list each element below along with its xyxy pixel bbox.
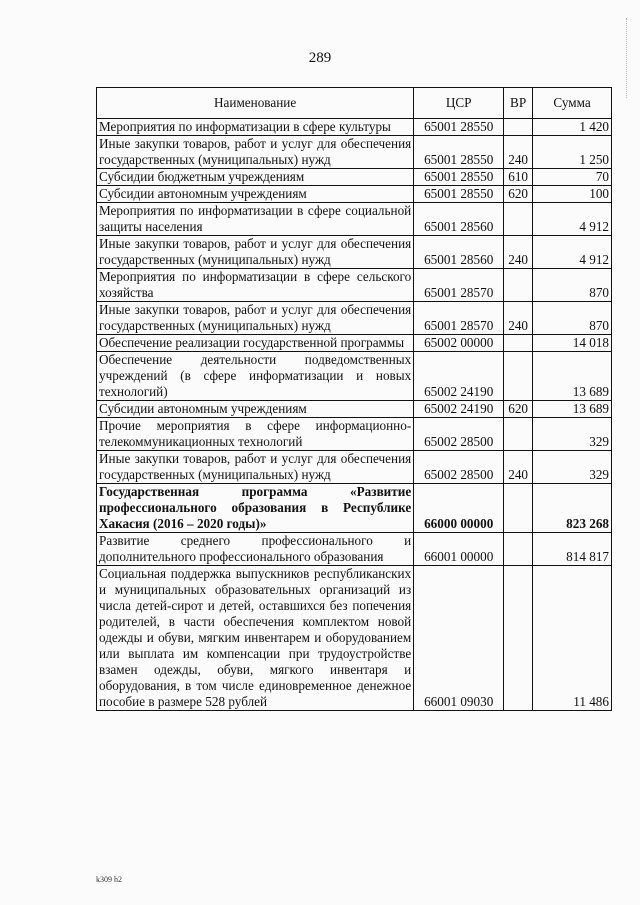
cell-name: Прочие мероприятия в сфере информационно-телекоммуникационных технологий [97,418,414,451]
cell-vr [504,418,533,451]
cell-sum: 814 817 [533,533,612,566]
table-row [97,269,612,302]
cell-vr [504,335,533,352]
table-row [97,186,612,203]
table-row [97,302,612,335]
table-row [97,136,612,169]
cell-name: Мероприятия по информатизации в сфере социальной защиты населения [97,203,414,236]
cell-name: Субсидии бюджетным учреждениям [97,169,414,186]
header-vr: ВР [504,88,533,119]
table-row [97,236,612,269]
header-name: Наименование [97,88,414,119]
cell-vr: 610 [504,169,533,186]
cell-vr: 240 [504,451,533,484]
cell-csr: 65002 00000 [414,335,504,352]
header-csr: ЦСР [414,88,504,119]
cell-csr: 65002 24190 [414,352,504,401]
table-row [97,119,612,136]
cell-name: Иные закупки товаров, работ и услуг для обеспечения государственных (муниципальных) нужд [97,236,414,269]
table-header-row [97,88,612,119]
cell-name: Иные закупки товаров, работ и услуг для обеспечения государственных (муниципальных) нужд [97,302,414,335]
cell-vr [504,119,533,136]
cell-name: Иные закупки товаров, работ и услуг для обеспечения государственных (муниципальных) нужд [97,136,414,169]
cell-name: Развитие среднего профессионального и дополнительного профессионального образования [97,533,414,566]
table-row [97,335,612,352]
cell-name: Государственная программа «Развитие профессионального образования в Республике Хакасия (2016 – 2020 годы)» [97,484,414,533]
cell-sum: 329 [533,418,612,451]
table-row [97,169,612,186]
cell-csr: 65001 28560 [414,236,504,269]
cell-sum: 14 018 [533,335,612,352]
cell-csr: 65001 28550 [414,186,504,203]
header-sum: Сумма [533,88,612,119]
cell-csr: 65001 28550 [414,169,504,186]
cell-name: Обеспечение деятельности подведомственных учреждений (в сфере информатизации и новых технологий) [97,352,414,401]
cell-csr: 65002 28500 [414,451,504,484]
table-row [97,352,612,401]
cell-name: Мероприятия по информатизации в сфере культуры [97,119,414,136]
cell-sum: 870 [533,269,612,302]
cell-csr: 65001 28570 [414,302,504,335]
cell-sum: 11 486 [533,566,612,711]
cell-csr: 65001 28570 [414,269,504,302]
cell-name: Социальная поддержка выпускников республиканских и муниципальных образовательных организаций из числа детей-сирот и детей, оставшихся без попечения родителей, в части обеспечения комплектом новой одежды и обуви, мягким инвентарем и оборудованием или выплата им компенсации при трудоустройстве взамен одежды, обуви, мягкого инвентаря и оборудования, в том числе единовременное денежное пособие в размере 528 рублей [97,566,414,711]
cell-sum: 13 689 [533,401,612,418]
cell-vr: 240 [504,236,533,269]
cell-csr: 66001 09030 [414,566,504,711]
table-row [97,566,612,711]
cell-vr: 620 [504,186,533,203]
cell-sum: 1 420 [533,119,612,136]
cell-name: Иные закупки товаров, работ и услуг для обеспечения государственных (муниципальных) нужд [97,451,414,484]
cell-sum: 1 250 [533,136,612,169]
table-row [97,451,612,484]
cell-sum: 329 [533,451,612,484]
cell-csr: 66000 00000 [414,484,504,533]
table-row [97,484,612,533]
cell-sum: 4 912 [533,236,612,269]
cell-name: Субсидии автономным учреждениям [97,401,414,418]
budget-table [96,87,612,711]
cell-sum: 13 689 [533,352,612,401]
cell-vr: 620 [504,401,533,418]
footer-code: k309 h2 [96,875,122,884]
table-row [97,533,612,566]
page-number: 289 [308,50,332,66]
cell-vr [504,269,533,302]
table-row [97,203,612,236]
table-row [97,418,612,451]
cell-sum: 70 [533,169,612,186]
cell-vr: 240 [504,136,533,169]
cell-csr: 65002 24190 [414,401,504,418]
cell-csr: 66001 00000 [414,533,504,566]
cell-vr [504,203,533,236]
cell-vr [504,533,533,566]
cell-vr: 240 [504,302,533,335]
cell-name: Мероприятия по информатизации в сфере сельского хозяйства [97,269,414,302]
cell-name: Субсидии автономным учреждениям [97,186,414,203]
table-row [97,401,612,418]
cell-sum: 100 [533,186,612,203]
cell-csr: 65001 28560 [414,203,504,236]
cell-name: Обеспечение реализации государственной программы [97,335,414,352]
cell-csr: 65001 28550 [414,136,504,169]
cell-csr: 65001 28550 [414,119,504,136]
cell-vr [504,484,533,533]
cell-vr [504,566,533,711]
cell-sum: 870 [533,302,612,335]
cell-csr: 65002 28500 [414,418,504,451]
cell-sum: 4 912 [533,203,612,236]
cell-sum: 823 268 [533,484,612,533]
cell-vr [504,352,533,401]
